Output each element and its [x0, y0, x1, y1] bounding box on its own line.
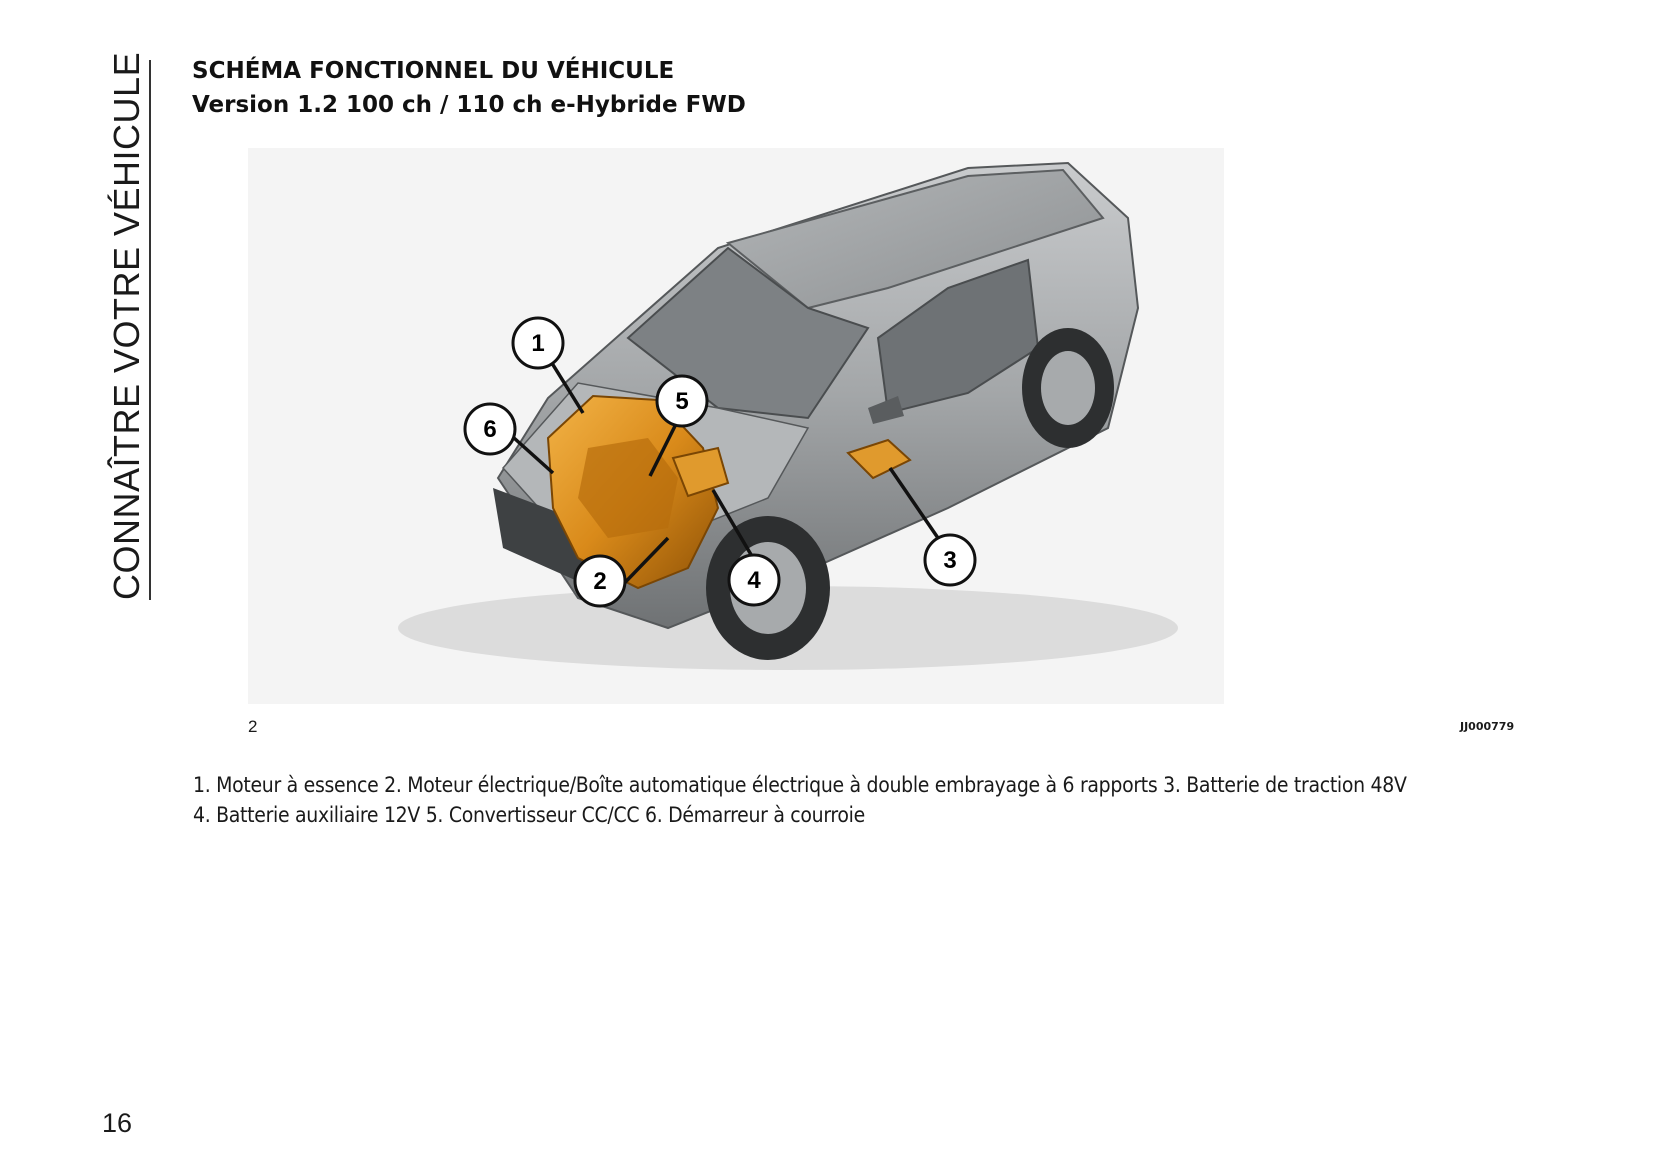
figure-caption: [193, 770, 1613, 830]
heading-subtitle: Version 1.2 100 ch / 110 ch e-Hybride FWD: [192, 92, 746, 118]
page-number: 16: [102, 1108, 133, 1138]
section-divider: [149, 60, 151, 600]
figure-number: 2: [248, 717, 258, 736]
section-title: CONNAÎTRE VOTRE VÉHICULE: [106, 51, 147, 600]
callout-5: [657, 376, 707, 426]
heading-title: SCHÉMA FONCTIONNEL DU VÉHICULE: [192, 58, 675, 84]
callout-6: [465, 404, 515, 454]
vehicle-illustration: [248, 148, 1224, 704]
callout-3-label: 3: [943, 547, 957, 574]
rear-wheel: [1022, 328, 1114, 448]
callout-4: [729, 555, 779, 605]
callout-2-label: 2: [593, 568, 607, 595]
callout-5-label: 5: [675, 388, 689, 415]
callout-4-label: 4: [747, 567, 761, 594]
caption-line-1: 1. Moteur à essence 2. Moteur électrique/Boîte automatique électrique à double embrayage à 6 rapports 3. Batterie de traction 48V: [193, 773, 1407, 797]
figure-code: JJ000779: [1460, 720, 1515, 733]
callout-6-label: 6: [483, 416, 497, 443]
callout-2: [575, 556, 625, 606]
callout-1-label: 1: [531, 330, 545, 357]
callout-3: [925, 535, 975, 585]
callout-1: [513, 318, 563, 368]
vehicle-diagram: [248, 148, 1224, 704]
side-section-tab: [104, 51, 150, 600]
page-heading: [192, 54, 746, 122]
caption-line-2: 4. Batterie auxiliaire 12V 5. Convertisseur CC/CC 6. Démarreur à courroie: [193, 803, 865, 827]
